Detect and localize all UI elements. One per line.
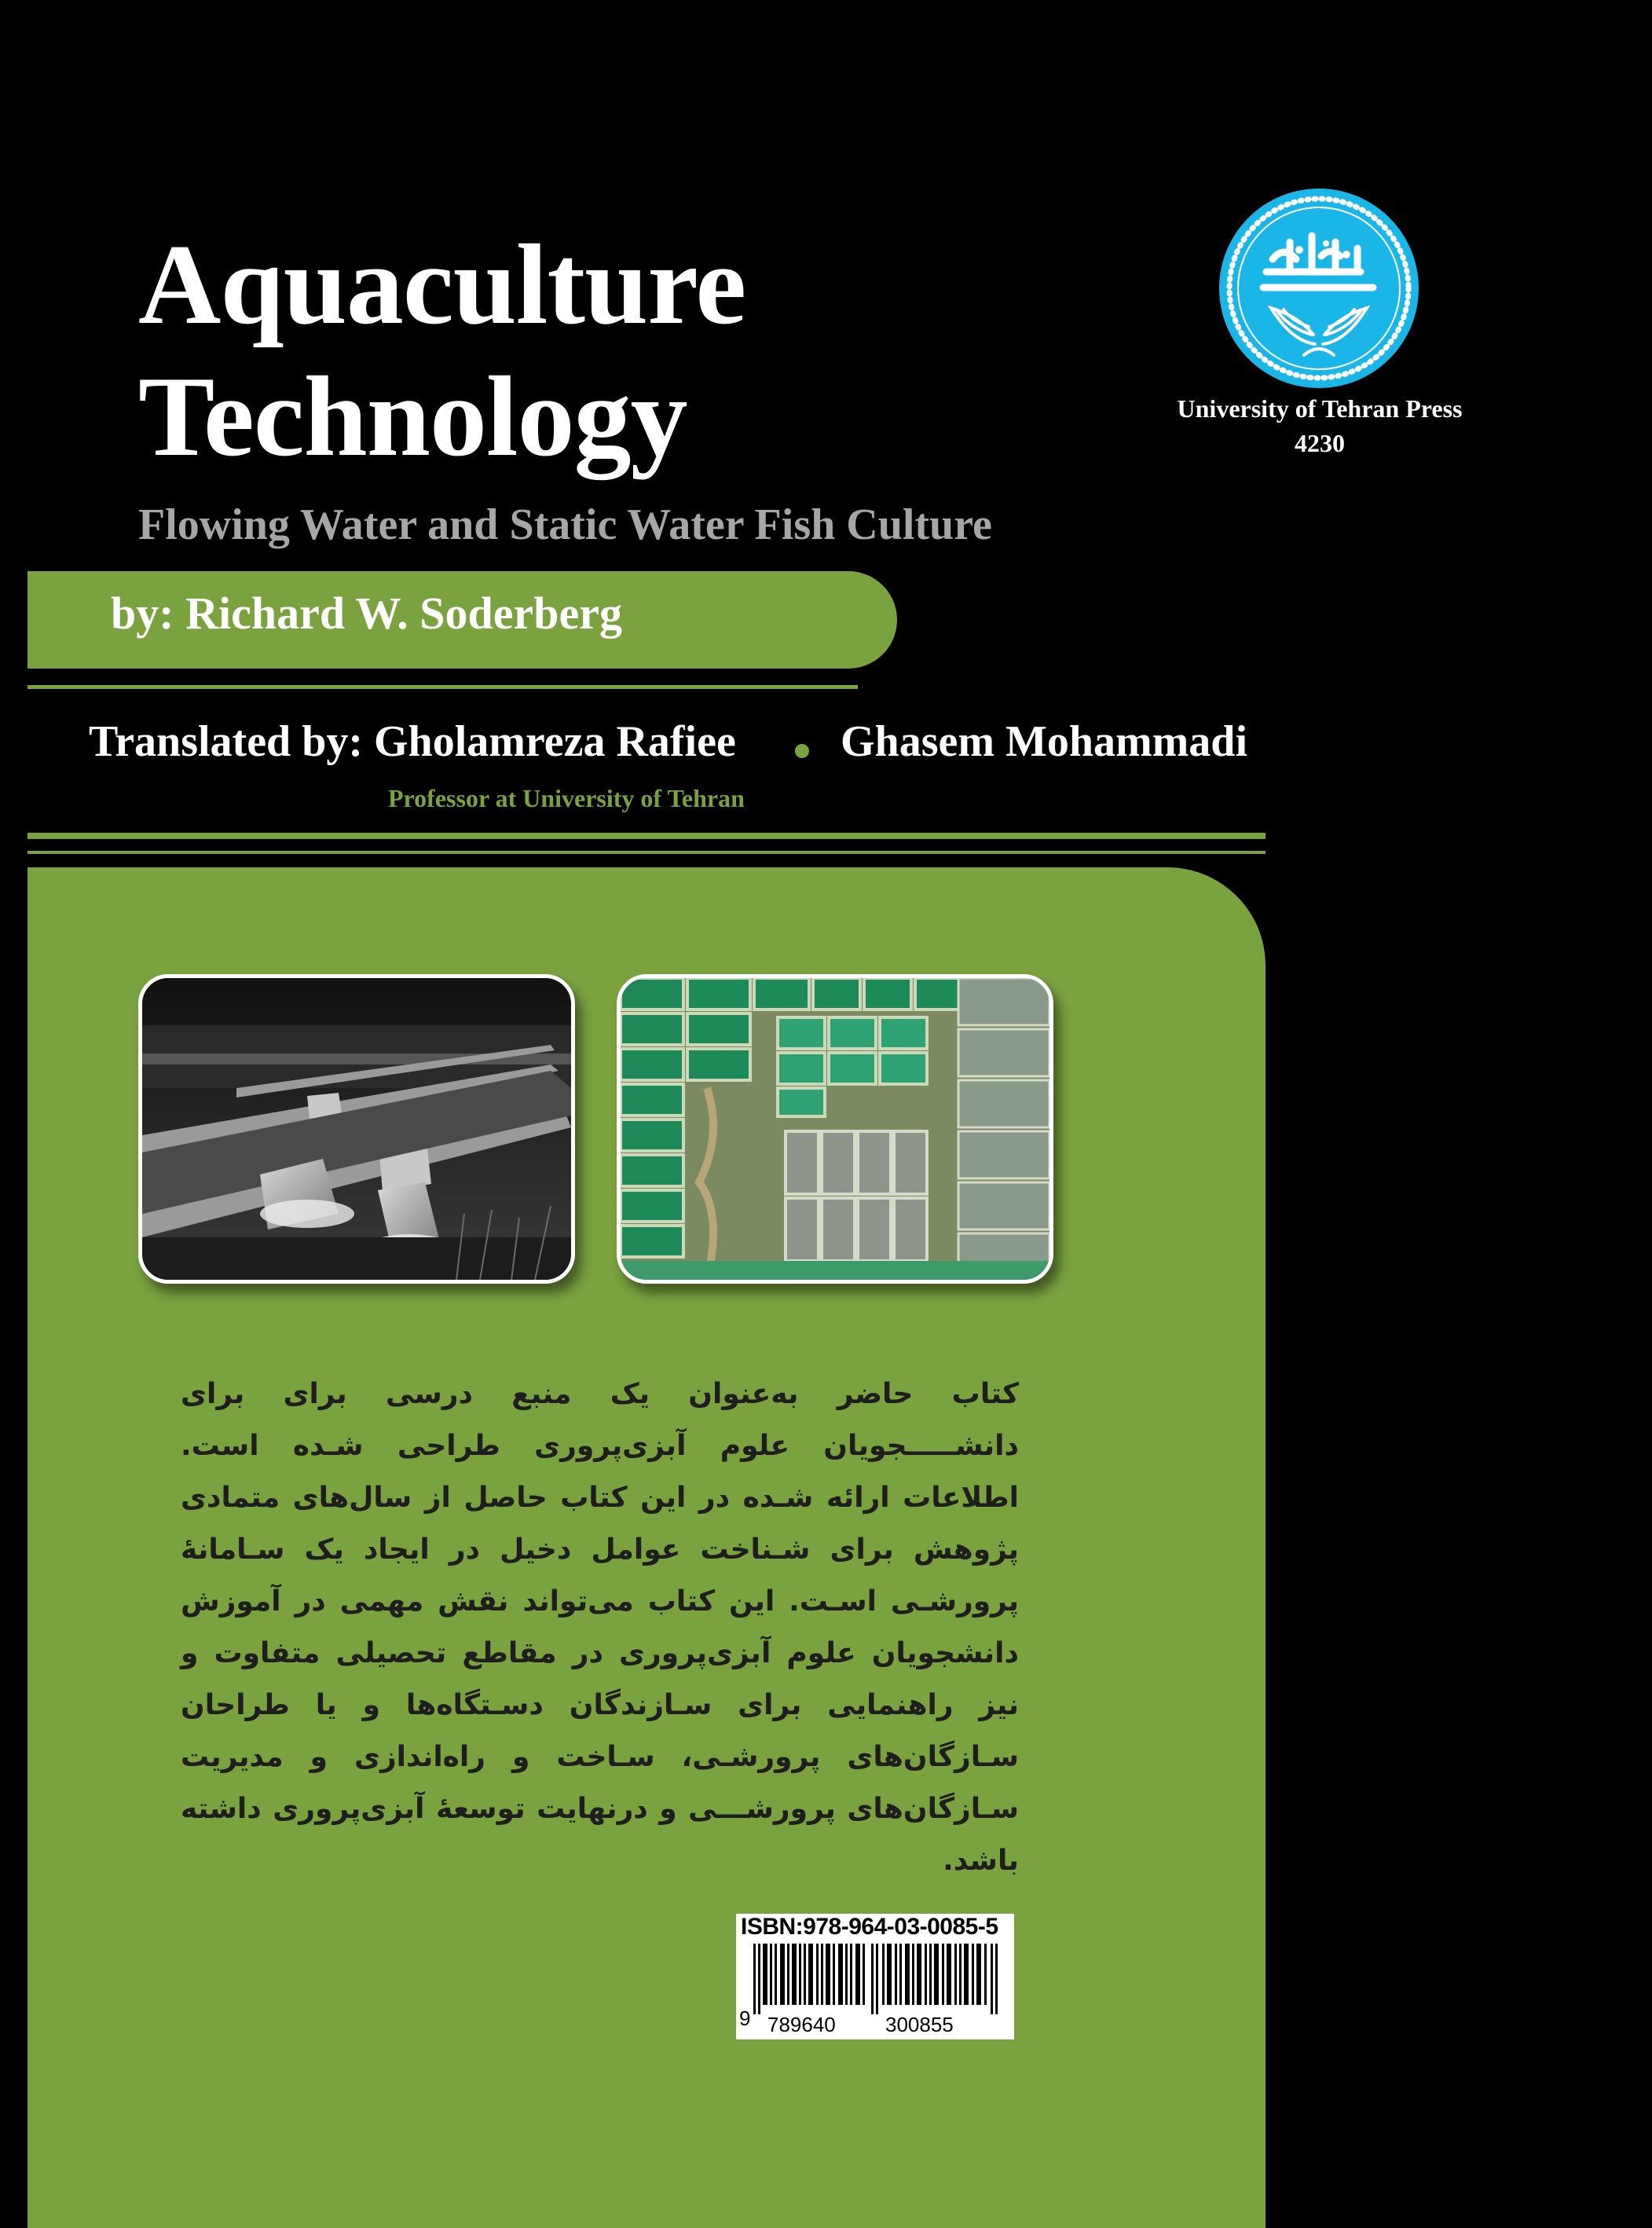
book-title-line-2: Technology [138, 353, 687, 480]
separator-dot-icon [795, 744, 809, 758]
divider-line-upper [27, 685, 858, 689]
description-paragraph: کتاب حاضر به‌عنوان یک منبع درسی برای برای دانشـــــجویان علوم آبزی‌پروری طراحی شـده است. اطلاعات ارائه شـده در این کتاب حاصل از سال‌های متمادی پژوهش برای شـناخت عوامل دخیل در ایجاد یک سـامانهٔ پرورشـی اسـت. این کتاب می‌تواند نقش مهمی در آموزش دانشجویان علوم آبزی‌پروری در مقاطع تحصیلی متفاوت و نیز راهنمایی برای سـازندگان دسـتگاه‌ها و یا طراحان سـازگان‌های پرورشـی، سـاخت و راه‌اندازی و مدیریت سـازگان‌های پرورشـــی و درنهایت توسعهٔ آبزی‌پروری داشته باشد. [181, 1378, 1019, 1877]
book-description [181, 1369, 1019, 1887]
publisher-number: 4230 [1295, 429, 1345, 457]
isbn-barcode [736, 1914, 1014, 2039]
divider-line-lower-thick [27, 833, 1266, 839]
book-title-line-1: Aquaculture [138, 221, 746, 348]
flowing-water-raceway-photo [138, 974, 575, 1284]
translator-affiliation: Professor at University of Tehran [388, 784, 745, 812]
publisher-name: University of Tehran Press [1177, 394, 1463, 423]
barcode-digits-right: 300855 [885, 2013, 954, 2036]
book-subtitle: Flowing Water and Static Water Fish Culture [138, 500, 992, 549]
translator-2-name: Ghasem Mohammadi [841, 717, 1247, 766]
isbn-number: ISBN:978-964-03-0085-5 [741, 1914, 998, 1940]
book-title [138, 218, 745, 482]
author-name: by: Richard W. Soderberg [111, 588, 622, 639]
university-of-tehran-seal-icon [1218, 187, 1420, 390]
barcode-bars-icon [753, 1944, 1006, 2014]
barcode-lead-digit: 9 [739, 2006, 751, 2030]
divider-line-lower-thin [27, 851, 1266, 854]
translator-credit: Translated by: Gholamreza Rafiee [89, 717, 736, 766]
barcode-digits-left: 789640 [767, 2013, 836, 2036]
aerial-fish-ponds-photo [617, 974, 1053, 1284]
